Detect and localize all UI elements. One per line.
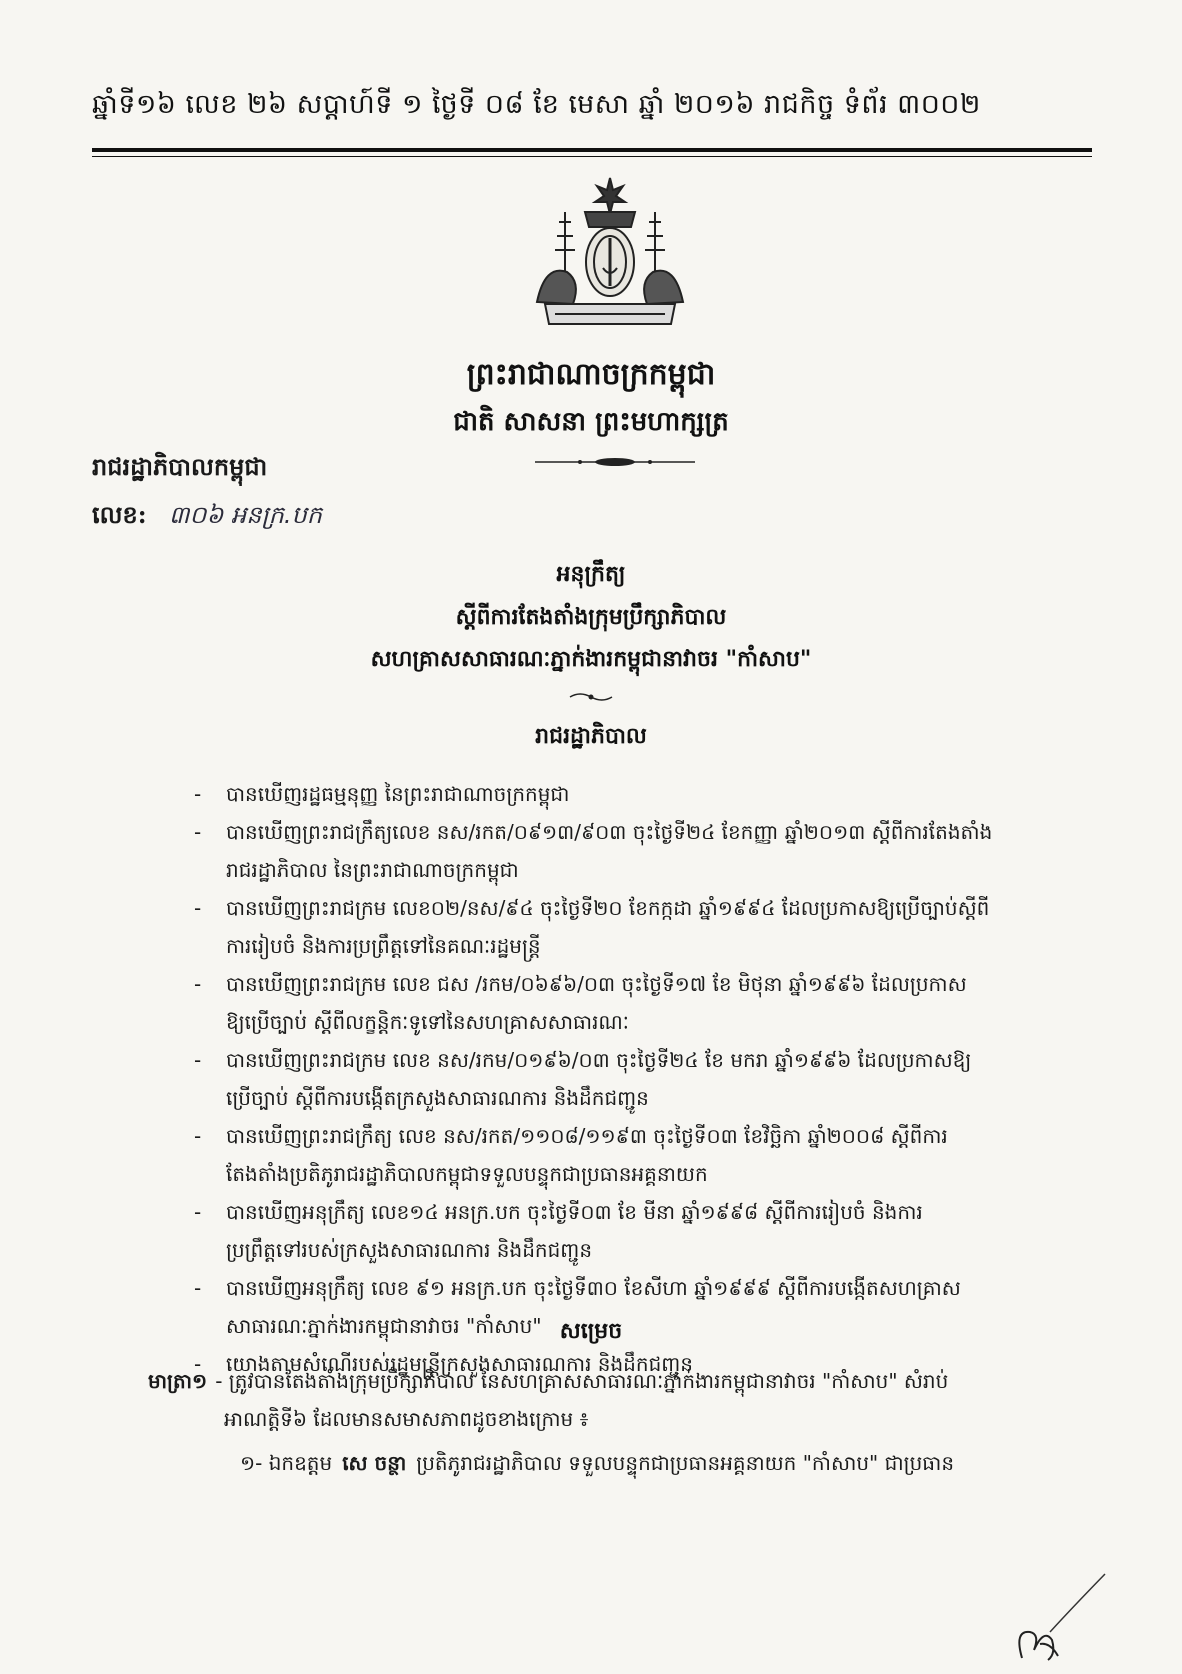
document-type: អនុក្រឹត្យ: [556, 561, 626, 587]
preamble-item: - បានឃើញអនុក្រឹត្យ លេខ ៩១ អនក្រ.បក ចុះថ្ងៃទី៣០ ខែសីហា ឆ្នាំ១៩៩៩ ស្តីពីការបង្កើតសហគ្រាស: [200, 1269, 1080, 1307]
issuing-government: រាជរដ្ឋាភិបាលកម្ពុជា: [92, 452, 268, 481]
gazette-running-header: ឆ្នាំទី១៦ លេខ ២៦ សប្តាហ៍ទី ១ ថ្ងៃទី ០៨ ខែ មេសា ឆ្នាំ ២០១៦ រាជកិច្ច ទំព័រ ៣០០២: [92, 89, 981, 120]
preamble-item-continuation: ប្រើច្បាប់ ស្តីពីការបង្កើតក្រសួងសាធារណការ និងដឹកជញ្ជូន: [226, 1086, 649, 1110]
decree-number-label: លេខ:: [92, 500, 147, 529]
preamble-item: - បានឃើញព្រះរាជក្រម លេខ នស/រកម/០១៩៦/០៣ ចុះថ្ងៃទី២៤ ខែ មករា ឆ្នាំ១៩៩៦ ដែលប្រកាសឱ្យ: [200, 1041, 1080, 1079]
preamble-item: - បានឃើញរដ្ឋធម្មនុញ្ញ នៃព្រះរាជាណាចក្រកម្ពុជា: [200, 775, 1080, 813]
ornamental-divider-icon: [535, 455, 695, 469]
article-label: មាត្រា១: [148, 1369, 208, 1393]
small-ornament-icon: [568, 690, 614, 704]
preamble-item-continuation: ការរៀបចំ និងការប្រព្រឹត្តទៅនៃគណៈរដ្ឋមន្ត្រី: [226, 934, 541, 958]
preamble-item: - បានឃើញព្រះរាជក្រម លេខ ជស /រកម/០៦៩៦/០៣ ចុះថ្ងៃទី១៧ ខែ មិថុនា ឆ្នាំ១៩៩៦ ដែលប្រកាស: [200, 965, 1080, 1003]
board-member-1: [240, 1450, 1100, 1480]
decree-number: [92, 500, 322, 535]
subject-line-1: ស្តីពីការតែងតាំងក្រុមប្រឹក្សាភិបាល: [455, 604, 727, 630]
preamble-item-continuation: ប្រព្រឹត្តទៅរបស់ក្រសួងសាធារណការ និងដឹកជញ្ជូន: [226, 1238, 593, 1262]
authority-heading: រាជរដ្ឋាភិបាល: [535, 723, 647, 749]
decree-number-value: ៣០៦ អនក្រ.បក: [168, 501, 322, 529]
member-name: សេ ចន្ថា: [342, 1451, 407, 1475]
subject-line-2: សហគ្រាសសាធារណៈភ្នាក់ងារកម្ពុជានាវាចរ "កាំសាប": [370, 646, 812, 672]
header-divider: [92, 148, 1092, 152]
preamble-item: - បានឃើញអនុក្រឹត្យ លេខ១៤ អនក្រ.បក ចុះថ្ងៃទី០៣ ខែ មីនា ឆ្នាំ១៩៩៨ ស្តីពីការរៀបចំ និងការ: [200, 1193, 1080, 1231]
preamble-item: - បានឃើញព្រះរាជក្រឹត្យលេខ នស/រកត/០៩១៣/៩០៣ ចុះថ្ងៃទី២៤ ខែកញ្ញា ឆ្នាំ២០១៣ ស្តីពីការតែងតាំង: [200, 813, 1080, 851]
preamble-item-continuation: ឱ្យប្រើច្បាប់ ស្តីពីលក្ខន្តិកៈទូទៅនៃសហគ្រាសសាធារណៈ: [226, 1010, 629, 1034]
member-role: ប្រតិភូរាជរដ្ឋាភិបាល ទទួលបន្ទុកជាប្រធានអគ្គនាយក "កាំសាប" ជាប្រធាន: [416, 1451, 955, 1475]
kingdom-title: ព្រះរាជាណាចក្រកម្ពុជា: [466, 357, 716, 392]
article-text: - ត្រូវបានតែងតាំងក្រុមប្រឹក្សាភិបាល នៃសហគ្រាសសាធារណៈភ្នាក់ងារកម្ពុជានាវាចរ "កាំសាប" សំរាប់: [215, 1369, 949, 1393]
preamble-item: - បានឃើញព្រះរាជក្រឹត្យ លេខ នស/រកត/១១០៨/១១៩៣ ចុះថ្ងៃទី០៣ ខែវិច្ឆិកា ឆ្នាំ២០០៨ ស្តីពីការ: [200, 1117, 1080, 1155]
article-text-continuation: អាណត្តិទី៦ ដែលមានសមាសភាពដូចខាងក្រោម ៖: [224, 1407, 589, 1431]
preamble-item-continuation: តែងតាំងប្រតិភូរាជរដ្ឋាភិបាលកម្ពុជាទទួលបន្ទុកជាប្រធានអគ្គនាយក: [226, 1162, 708, 1186]
national-motto: ជាតិ សាសនា ព្រះមហាក្សត្រ: [453, 407, 729, 437]
preamble-item-continuation: រាជរដ្ឋាភិបាល នៃព្រះរាជាណាចក្រកម្ពុជា: [226, 858, 519, 882]
decides-heading: សម្រេច: [559, 1318, 623, 1344]
preamble-item: - បានឃើញព្រះរាជក្រម លេខ០២/នស/៩៤ ចុះថ្ងៃទី២០ ខែកក្កដា ឆ្នាំ១៩៩៤ ដែលប្រកាសឱ្យប្រើច្បាប់ស្តីពី: [200, 889, 1080, 927]
handwritten-initial-icon: [1000, 1570, 1110, 1665]
preamble-list: [200, 775, 1080, 1383]
article-1: [148, 1362, 1088, 1438]
royal-coat-of-arms-icon: [525, 172, 695, 332]
preamble-item: - យោងតាមសំណើរបស់រដ្ឋមន្ត្រីក្រសួងសាធារណការ និងដឹកជញ្ជូន: [200, 1345, 1080, 1383]
member-prefix: ១- ឯកឧត្តម: [240, 1451, 333, 1475]
preamble-item-continuation: សាធារណៈភ្នាក់ងារកម្ពុជានាវាចរ "កាំសាប": [226, 1314, 542, 1338]
